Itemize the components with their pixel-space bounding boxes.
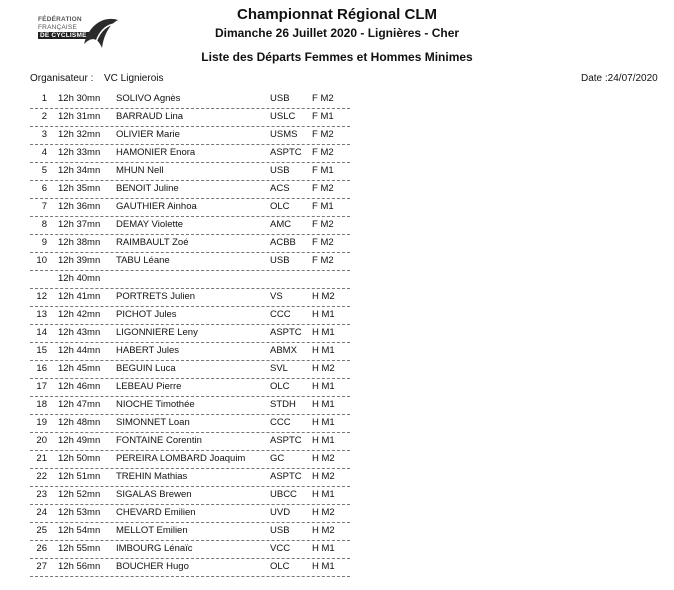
rider-club: GC: [270, 453, 285, 464]
start-list-row: [30, 199, 350, 217]
start-list-row: [30, 361, 350, 379]
start-list-row: [30, 505, 350, 523]
rider-number: 1: [41, 93, 47, 104]
rider-club: ASPTC: [270, 327, 302, 338]
rider-number: 17: [36, 381, 47, 392]
rider-category: H M2: [312, 291, 335, 302]
rider-category: F M2: [312, 147, 334, 158]
rider-name: MELLOT Emilien: [116, 525, 188, 536]
rider-number: 15: [36, 345, 47, 356]
start-time: 12h 43mn: [58, 327, 101, 338]
rider-club: STDH: [270, 399, 296, 410]
start-time: 12h 32mn: [58, 129, 101, 140]
start-list-row: [30, 559, 350, 577]
event-subtitle: Dimanche 26 Juillet 2020 - Lignières - Cher: [214, 26, 460, 40]
rider-number: 10: [36, 255, 47, 266]
start-time: 12h 37mn: [58, 219, 101, 230]
rider-category: H M1: [312, 435, 335, 446]
rider-number: 16: [36, 363, 47, 374]
start-time: 12h 34mn: [58, 165, 101, 176]
start-list-row: [30, 163, 350, 181]
rider-category: F M2: [312, 129, 334, 140]
start-list-row: [30, 307, 350, 325]
rider-category: H M1: [312, 561, 335, 572]
rider-name: PICHOT Jules: [116, 309, 177, 320]
rider-category: F M2: [312, 255, 334, 266]
rider-number: 13: [36, 309, 47, 320]
start-list-row: [30, 271, 350, 289]
rider-number: 25: [36, 525, 47, 536]
rider-club: ASPTC: [270, 435, 302, 446]
rider-name: FONTAINE Corentin: [116, 435, 202, 446]
rider-name: BEGUIN Luca: [116, 363, 176, 374]
rider-name: SIMONNET Loan: [116, 417, 190, 428]
start-time: 12h 49mn: [58, 435, 101, 446]
start-list-row: [30, 523, 350, 541]
start-time: 12h 44mn: [58, 345, 101, 356]
start-list-row: [30, 235, 350, 253]
start-list-row: [30, 487, 350, 505]
rider-club: OLC: [270, 381, 290, 392]
start-time: 12h 53mn: [58, 507, 101, 518]
start-time: 12h 38mn: [58, 237, 101, 248]
rider-name: GAUTHIER Ainhoa: [116, 201, 197, 212]
rider-number: 24: [36, 507, 47, 518]
rider-category: H M1: [312, 543, 335, 554]
rider-club: USB: [270, 165, 290, 176]
organiser-label: Organisateur :: [30, 73, 94, 84]
rider-club: OLC: [270, 561, 290, 572]
rider-category: H M2: [312, 507, 335, 518]
rider-club: ACBB: [270, 237, 296, 248]
start-list-row: [30, 379, 350, 397]
rider-name: RAIMBAULT Zoé: [116, 237, 189, 248]
start-time: 12h 45mn: [58, 363, 101, 374]
start-list-row: [30, 541, 350, 559]
rider-club: USB: [270, 525, 290, 536]
start-time: 12h 47mn: [58, 399, 101, 410]
start-time: 12h 51mn: [58, 471, 101, 482]
rider-name: OLIVIER Marie: [116, 129, 180, 140]
start-time: 12h 41mn: [58, 291, 101, 302]
start-time: 12h 30mn: [58, 93, 101, 104]
rider-number: 18: [36, 399, 47, 410]
rider-club: UVD: [270, 507, 291, 518]
rider-number: 26: [36, 543, 47, 554]
list-title: Liste des Départs Femmes et Hommes Minimes: [201, 50, 473, 64]
start-list-row: [30, 325, 350, 343]
rider-name: IMBOURG Lénaïc: [116, 543, 193, 554]
rider-number: 22: [36, 471, 47, 482]
rider-category: H M1: [312, 417, 335, 428]
rider-club: ASPTC: [270, 471, 302, 482]
rider-name: BENOIT Juline: [116, 183, 179, 194]
rider-club: ASPTC: [270, 147, 302, 158]
start-time: 12h 52mn: [58, 489, 101, 500]
start-time: 12h 39mn: [58, 255, 101, 266]
rider-club: CCC: [270, 417, 291, 428]
rider-number: 3: [41, 129, 47, 140]
start-time: 12h 55mn: [58, 543, 101, 554]
start-list-row: [30, 433, 350, 451]
rider-category: H M1: [312, 345, 335, 356]
start-time: 12h 56mn: [58, 561, 101, 572]
rider-club: USB: [270, 93, 290, 104]
start-list-row: [30, 217, 350, 235]
rider-category: F M2: [312, 237, 334, 248]
rider-number: 12: [36, 291, 47, 302]
rider-number: 9: [41, 237, 47, 248]
start-list-row: [30, 91, 350, 109]
rider-number: 2: [41, 111, 47, 122]
rider-category: F M2: [312, 93, 334, 104]
start-list-row: [30, 469, 350, 487]
rider-category: H M1: [312, 381, 335, 392]
start-time: 12h 42mn: [58, 309, 101, 320]
rider-category: H M2: [312, 363, 335, 374]
start-list-row: [30, 289, 350, 307]
rider-name: NIOCHE Timothée: [116, 399, 195, 410]
rider-category: H M2: [312, 453, 335, 464]
start-list-row: [30, 343, 350, 361]
rider-name: BOUCHER Hugo: [116, 561, 189, 572]
rider-club: CCC: [270, 309, 291, 320]
start-list-row: [30, 127, 350, 145]
rider-name: PEREIRA LOMBARD Joaquim: [116, 453, 246, 464]
start-time: 12h 50mn: [58, 453, 101, 464]
rider-name: MHUN Nell: [116, 165, 164, 176]
rider-name: HABERT Jules: [116, 345, 180, 356]
rider-club: UBCC: [270, 489, 297, 500]
start-list-row: [30, 451, 350, 469]
rider-name: LEBEAU Pierre: [116, 381, 182, 392]
start-list-row: [30, 397, 350, 415]
start-time: 12h 35mn: [58, 183, 101, 194]
organiser-value: VC Lignierois: [104, 73, 164, 84]
document-date: Date :24/07/2020: [581, 73, 658, 84]
rider-name: DEMAY Violette: [116, 219, 184, 230]
rider-category: H M2: [312, 471, 335, 482]
rider-club: AMC: [270, 219, 292, 230]
start-list-row: [30, 145, 350, 163]
rider-category: H M1: [312, 309, 335, 320]
rider-club: SVL: [270, 363, 288, 374]
rider-category: H M1: [312, 489, 335, 500]
rider-number: 5: [41, 165, 47, 176]
rider-club: ABMX: [270, 345, 297, 356]
logo-line-3: DE CYCLISME: [40, 32, 87, 39]
rider-club: USMS: [270, 129, 298, 140]
rider-number: 8: [41, 219, 47, 230]
rider-category: F M2: [312, 219, 334, 230]
rider-number: 27: [36, 561, 47, 572]
start-list: [30, 91, 350, 577]
rider-category: H M1: [312, 399, 335, 410]
rider-name: BARRAUD Lina: [116, 111, 184, 122]
start-list-row: [30, 181, 350, 199]
rider-name: SIGALAS Brewen: [116, 489, 192, 500]
rider-category: H M1: [312, 327, 335, 338]
rider-name: TABU Léane: [116, 255, 170, 266]
rider-category: F M1: [312, 201, 334, 212]
rider-club: VS: [270, 291, 283, 302]
start-time: 12h 33mn: [58, 147, 101, 158]
rider-number: 21: [36, 453, 47, 464]
rider-number: 6: [41, 183, 47, 194]
start-time: 12h 48mn: [58, 417, 101, 428]
rider-number: 4: [41, 147, 47, 158]
start-time: 12h 31mn: [58, 111, 101, 122]
start-time: 12h 54mn: [58, 525, 101, 536]
logo-line-2: FRANÇAISE: [38, 24, 78, 31]
rider-name: HAMONIER Enora: [116, 147, 196, 158]
rider-number: 20: [36, 435, 47, 446]
start-list-row: [30, 415, 350, 433]
rider-number: 23: [36, 489, 47, 500]
rider-category: F M2: [312, 183, 334, 194]
start-time: 12h 46mn: [58, 381, 101, 392]
page-title: Championnat Régional CLM: [237, 6, 437, 23]
rider-number: 19: [36, 417, 47, 428]
rider-club: OLC: [270, 201, 290, 212]
rider-club: VCC: [270, 543, 291, 554]
rider-category: H M2: [312, 525, 335, 536]
rider-club: USLC: [270, 111, 296, 122]
start-list-row: [30, 109, 350, 127]
rider-number: 14: [36, 327, 47, 338]
rider-category: F M1: [312, 111, 334, 122]
rider-name: CHEVARD Emilien: [116, 507, 196, 518]
rider-name: SOLIVO Agnès: [116, 93, 181, 104]
rider-club: ACS: [270, 183, 290, 194]
rider-name: TREHIN Mathias: [116, 471, 188, 482]
start-time: 12h 40mn: [58, 273, 101, 284]
start-list-row: [30, 253, 350, 271]
rider-number: 7: [41, 201, 47, 212]
rider-category: F M1: [312, 165, 334, 176]
rider-name: LIGONNIERE Leny: [116, 327, 198, 338]
start-time: 12h 36mn: [58, 201, 101, 212]
rider-club: USB: [270, 255, 290, 266]
rider-name: PORTRETS Julien: [116, 291, 196, 302]
logo-line-1: FÉDÉRATION: [38, 16, 82, 23]
